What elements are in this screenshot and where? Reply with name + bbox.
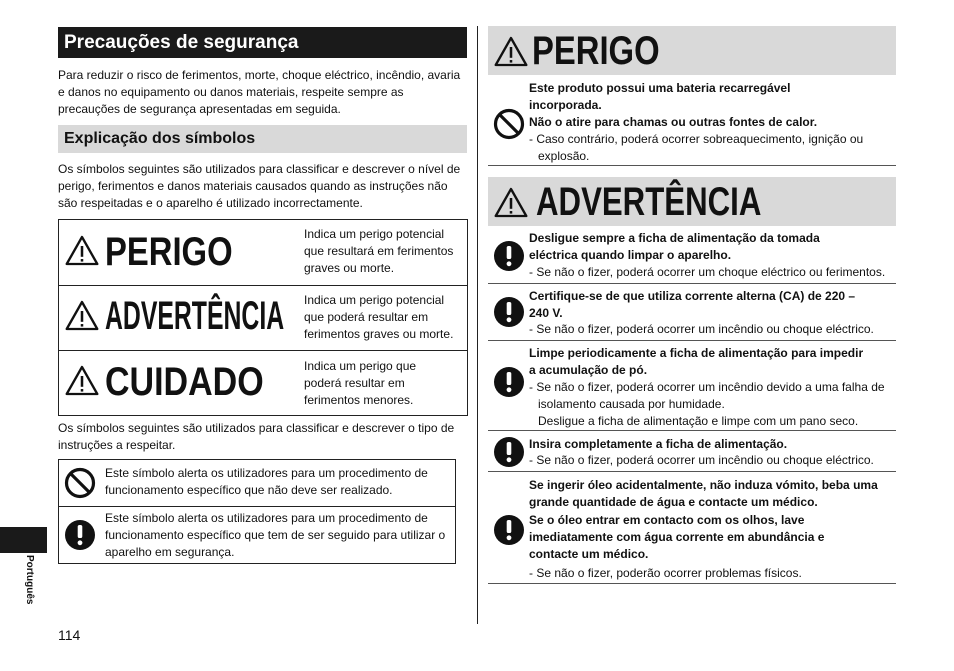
instruction-row-mandatory bbox=[59, 507, 455, 563]
warning-triangle-icon bbox=[493, 186, 529, 219]
instruction-symbol-table bbox=[58, 459, 456, 564]
warning-item-note: - Se não o fizer, poderá ocorrer um choque eléctrico ou ferimentos. bbox=[529, 265, 886, 279]
danger-header bbox=[488, 26, 896, 75]
page-number: 114 bbox=[58, 627, 81, 643]
mandatory-icon bbox=[493, 240, 525, 272]
danger-item-note: - Caso contrário, poderá ocorrer sobreaquecimento, ignição ou explosão. bbox=[529, 132, 864, 163]
language-tab-marker bbox=[0, 527, 47, 553]
warning-header bbox=[488, 177, 896, 226]
level-row-caution bbox=[59, 351, 467, 415]
mandatory-desc: Este símbolo alerta os utilizadores para um procedimento de funcionamento específico que tem de ser seguido para utilizar o aparelho em segurança. bbox=[105, 511, 446, 559]
level-desc-danger: Indica um perigo potencial que resultará em ferimentos graves ou morte. bbox=[304, 227, 454, 275]
symbols-heading: Explicação dos símbolos bbox=[58, 125, 467, 153]
mandatory-icon bbox=[493, 436, 525, 468]
warning-item-note: - Se não o fizer, poderá ocorrer um incêndio devido a uma falha de isolamento causada por humidade. bbox=[529, 380, 885, 411]
warning-triangle-icon bbox=[64, 234, 100, 267]
level-word-danger: PERIGO bbox=[105, 230, 233, 274]
warning-item-text: Limpe periodicamente a ficha de alimentação para impedir a acumulação de pó. bbox=[529, 346, 864, 377]
language-label: Português bbox=[24, 555, 35, 605]
warning-triangle-icon bbox=[493, 35, 529, 68]
warning-item-note: - Se não o fizer, poderá ocorrer um incêndio ou choque eléctrico. bbox=[529, 453, 874, 467]
divider bbox=[488, 283, 896, 284]
level-desc-caution: Indica um perigo que poderá resultar em ferimentos menores. bbox=[304, 359, 417, 407]
warning-item-text: Se ingerir óleo acidentalmente, não induza vómito, beba uma grande quantidade de água e contacte um médico. bbox=[529, 478, 878, 509]
warning-item-text: Insira completamente a ficha de alimentação. bbox=[529, 437, 788, 451]
divider bbox=[488, 165, 896, 166]
warning-title: ADVERTÊNCIA bbox=[536, 180, 762, 224]
level-row-danger bbox=[59, 220, 467, 285]
divider bbox=[488, 471, 896, 472]
mandatory-icon bbox=[64, 519, 96, 551]
mandatory-icon bbox=[493, 296, 525, 328]
prohibition-desc: Este símbolo alerta os utilizadores para um procedimento de funcionamento específico que não deve ser realizado. bbox=[105, 466, 428, 497]
warning-item-text-2: Se o óleo entrar em contacto com os olhos, lave imediatamente com água corrente em abundância e contacte um médico. bbox=[529, 513, 825, 561]
instructions-intro: Os símbolos seguintes são utilizados para classificar e descrever o tipo de instruções a respeitar. bbox=[58, 421, 455, 452]
prohibition-icon bbox=[64, 467, 96, 499]
instruction-row-prohibition bbox=[59, 460, 455, 506]
divider bbox=[488, 430, 896, 431]
intro-paragraph: Para reduzir o risco de ferimentos, morte, choque eléctrico, incêndio, avaria e danos no equipamento ou danos materiais, respeite sempre as precauções de segurança apresentadas em seguida. bbox=[58, 68, 461, 116]
danger-title: PERIGO bbox=[532, 29, 660, 73]
level-desc-warning: Indica um perigo potencial que poderá resultar em ferimentos graves ou morte. bbox=[304, 293, 454, 341]
warning-item-note: - Se não o fizer, poderá ocorrer um incêndio ou choque eléctrico. bbox=[529, 322, 874, 336]
danger-item-text: Este produto possui uma bateria recarregável incorporada. bbox=[529, 81, 791, 112]
hazard-level-table bbox=[58, 219, 468, 416]
column-divider bbox=[477, 26, 478, 624]
level-word-caution: CUIDADO bbox=[105, 360, 264, 404]
warning-triangle-icon bbox=[64, 364, 100, 397]
warning-item-note-2: Desligue a ficha de alimentação e limpe com um pano seco. bbox=[538, 414, 859, 428]
section-title: Precauções de segurança bbox=[58, 27, 467, 58]
level-word-warning: ADVERTÊNCIA bbox=[105, 294, 285, 338]
divider bbox=[488, 340, 896, 341]
language-tab bbox=[24, 555, 42, 625]
level-row-warning bbox=[59, 286, 467, 350]
divider bbox=[488, 583, 896, 584]
mandatory-icon bbox=[493, 366, 525, 398]
levels-intro: Os símbolos seguintes são utilizados para classificar e descrever o nível de perigo, ferimentos e danos materiais causados quando as instruções não são respeitadas e o aparelho é utilizado incorrectamente. bbox=[58, 162, 461, 210]
prohibition-icon bbox=[493, 108, 525, 140]
warning-item-text: Desligue sempre a ficha de alimentação da tomada eléctrica quando limpar o aparelho. bbox=[529, 231, 820, 262]
warning-item-text: Certifique-se de que utiliza corrente alterna (CA) de 220 – 240 V. bbox=[529, 289, 856, 320]
mandatory-icon bbox=[493, 514, 525, 546]
danger-item-text-2: Não o atire para chamas ou outras fontes de calor. bbox=[529, 115, 818, 129]
warning-triangle-icon bbox=[64, 299, 100, 332]
warning-item-note: - Se não o fizer, poderão ocorrer problemas físicos. bbox=[529, 566, 802, 580]
